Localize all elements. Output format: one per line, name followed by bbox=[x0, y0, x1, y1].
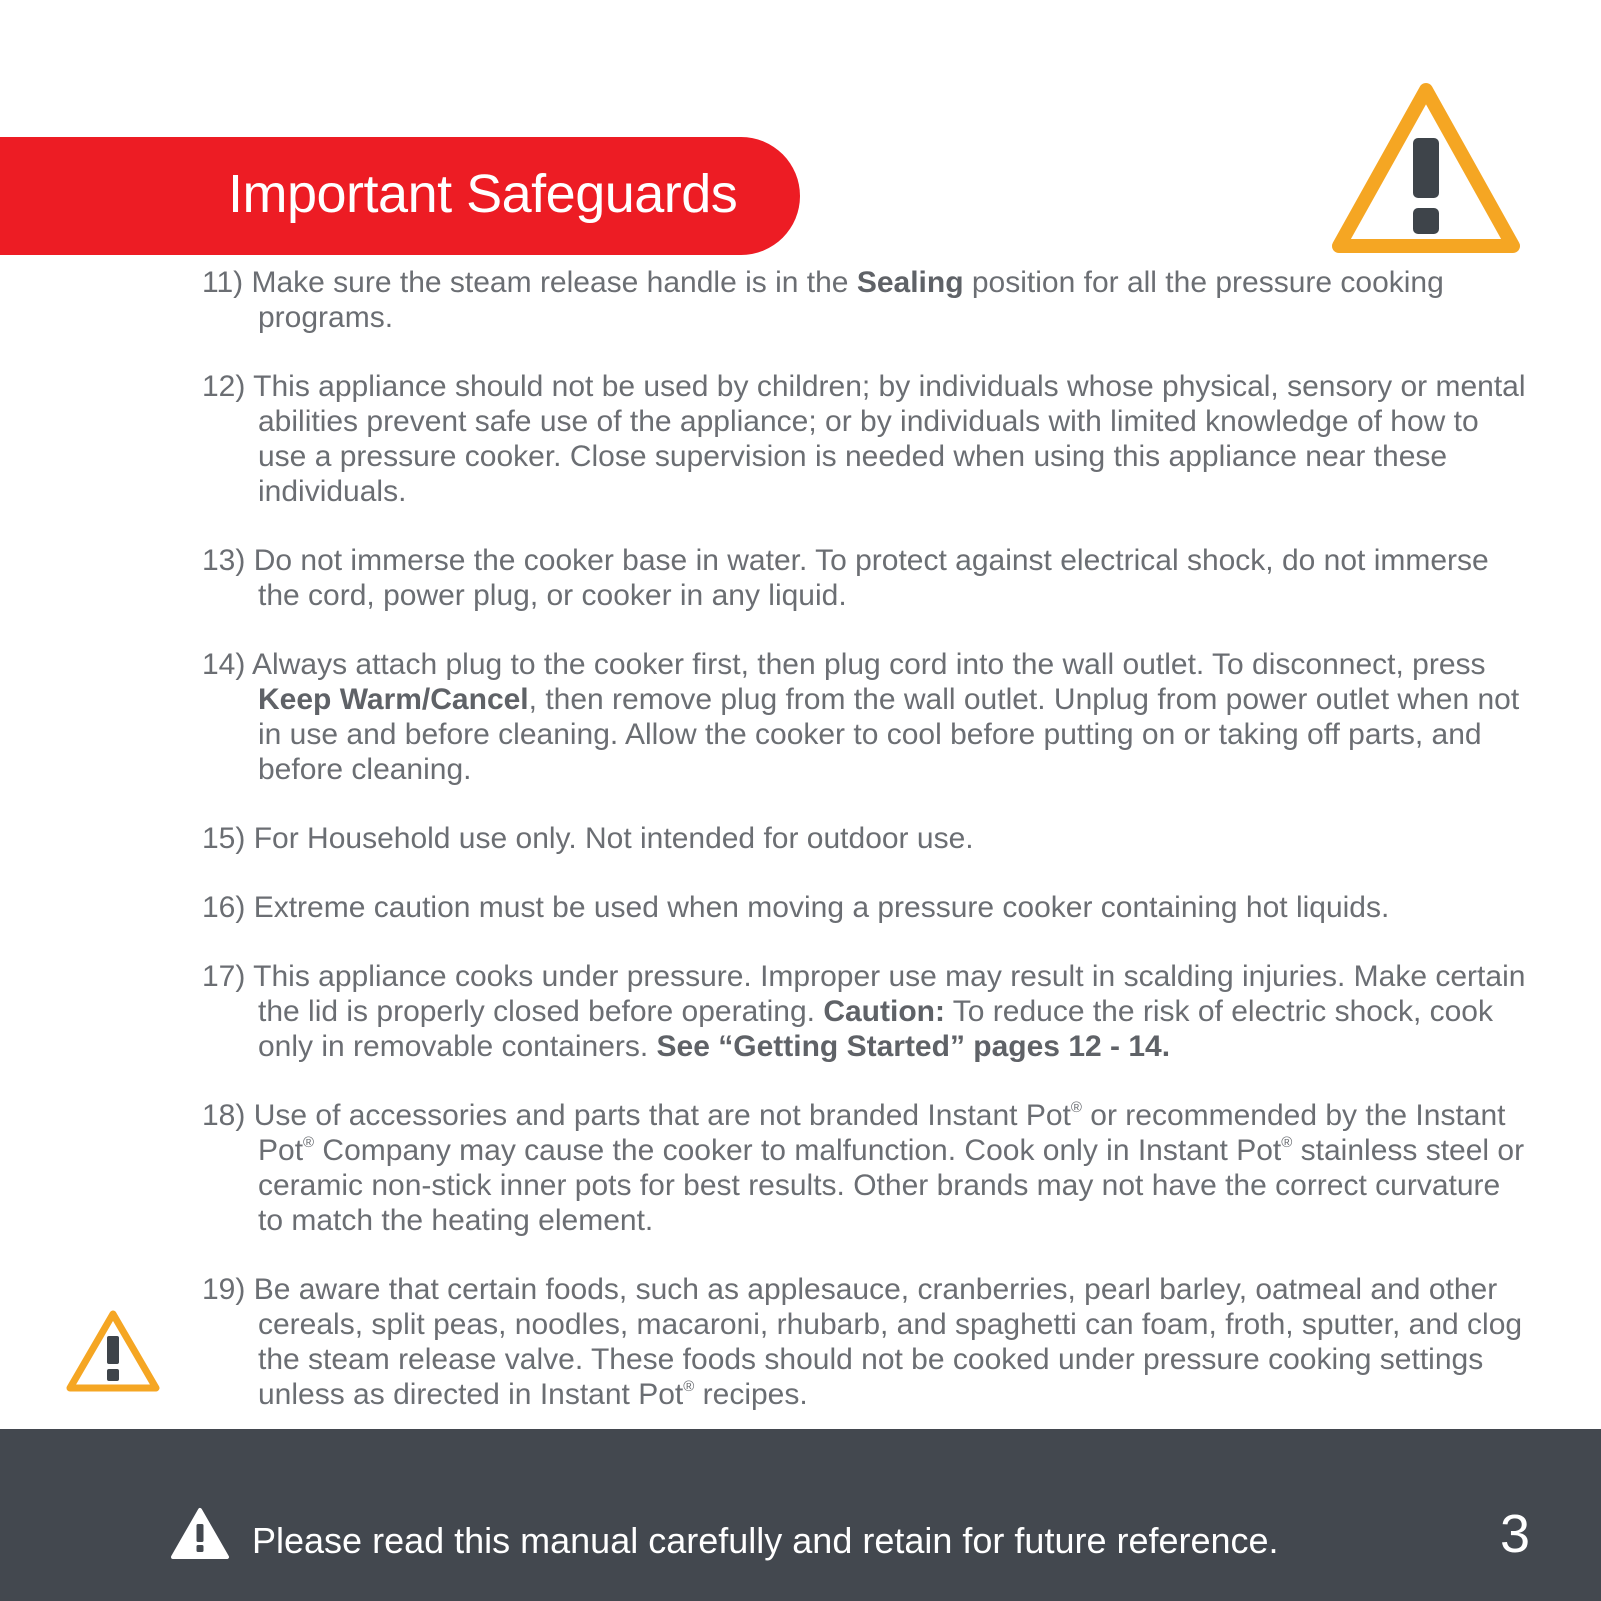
item-number: 16) bbox=[202, 891, 246, 924]
page-title: Important Safeguards bbox=[228, 164, 738, 224]
warning-triangle-icon bbox=[62, 1306, 164, 1402]
item-text: This appliance should not be used by children; by individuals whose physical, sensory or mental abilities prevent safe use of the appliance; or by individuals with limited knowledge of how to use a pressure cooker. Close supervision is needed when using this appliance near these individuals. bbox=[253, 370, 1526, 508]
footer-bar bbox=[0, 1429, 1601, 1601]
item-text: Use of accessories and parts that are not branded Instant Pot bbox=[253, 1099, 1071, 1132]
item-number: 12) bbox=[202, 370, 246, 403]
footer-notice: Please read this manual carefully and retain for future reference. bbox=[252, 1520, 1279, 1561]
item-text: Be aware that certain foods, such as applesauce, cranberries, pearl barley, oatmeal and other cereals, split peas, noodles, macaroni, rhubarb, and spaghetti can foam, froth, sputter, and clog the steam release valve. These foods should not be cooked under pressure cooking settings unless as directed in Instant Pot bbox=[253, 1273, 1523, 1411]
item-number: 17) bbox=[202, 960, 246, 993]
item-number: 11) bbox=[202, 266, 244, 299]
safeguard-item bbox=[202, 265, 1532, 335]
item-text: To reduce the risk of electric shock, cook only in removable containers. bbox=[258, 995, 1493, 1063]
registered-mark: ® bbox=[303, 1134, 315, 1151]
item-text: Do not immerse the cooker base in water. To protect against electrical shock, do not immerse the cord, power plug, or cooker in any liquid. bbox=[253, 544, 1489, 612]
item-number: 19) bbox=[202, 1273, 246, 1306]
safeguard-item bbox=[202, 1098, 1532, 1238]
bold-term: See “Getting Started” pages 12 - 14. bbox=[656, 1030, 1171, 1063]
safeguard-item bbox=[202, 821, 1532, 856]
safeguard-item bbox=[202, 1272, 1532, 1412]
bold-term: Sealing bbox=[856, 266, 964, 299]
registered-mark: ® bbox=[1070, 1099, 1082, 1116]
item-number: 15) bbox=[202, 822, 246, 855]
bold-term: Keep Warm/Cancel bbox=[258, 683, 529, 716]
item-number: 13) bbox=[202, 544, 246, 577]
warning-triangle-icon bbox=[170, 1507, 230, 1561]
safeguard-item bbox=[202, 959, 1532, 1064]
item-text: Make sure the steam release handle is in the bbox=[251, 266, 857, 299]
item-text: stainless steel or ceramic non-stick inner pots for best results. Other brands may not have the correct curvature to match the heating element. bbox=[258, 1134, 1525, 1237]
safeguard-item bbox=[202, 647, 1532, 787]
safeguard-item bbox=[202, 890, 1532, 925]
safeguards-list bbox=[202, 265, 1532, 1446]
item-text: Company may cause the cooker to malfunction. Cook only in Instant Pot bbox=[314, 1134, 1282, 1167]
item-text: or recommended by the Instant Pot bbox=[258, 1099, 1506, 1167]
safeguard-item bbox=[202, 369, 1532, 509]
item-text: Extreme caution must be used when moving a pressure cooker containing hot liquids. bbox=[253, 891, 1390, 924]
item-text: position for all the pressure cooking programs. bbox=[258, 266, 1444, 334]
registered-mark: ® bbox=[1281, 1134, 1293, 1151]
bold-term: Caution: bbox=[823, 995, 945, 1028]
warning-triangle-icon bbox=[1325, 76, 1527, 272]
item-number: 14) bbox=[202, 648, 246, 681]
page-number: 3 bbox=[1500, 1504, 1531, 1564]
item-text: , then remove plug from the wall outlet. Unplug from power outlet when not in use and before cleaning. Allow the cooker to cool before putting on or taking off parts, and before cleaning. bbox=[258, 683, 1520, 786]
item-text: For Household use only. Not intended for outdoor use. bbox=[253, 822, 974, 855]
safeguard-item bbox=[202, 543, 1532, 613]
item-text: recipes. bbox=[694, 1378, 808, 1411]
item-text: This appliance cooks under pressure. Improper use may result in scalding injuries. Make certain the lid is properly closed before operating. bbox=[253, 960, 1526, 1028]
item-text: Always attach plug to the cooker first, then plug cord into the wall outlet. To disconnect, press bbox=[252, 648, 1486, 681]
item-number: 18) bbox=[202, 1099, 246, 1132]
registered-mark: ® bbox=[683, 1378, 695, 1395]
